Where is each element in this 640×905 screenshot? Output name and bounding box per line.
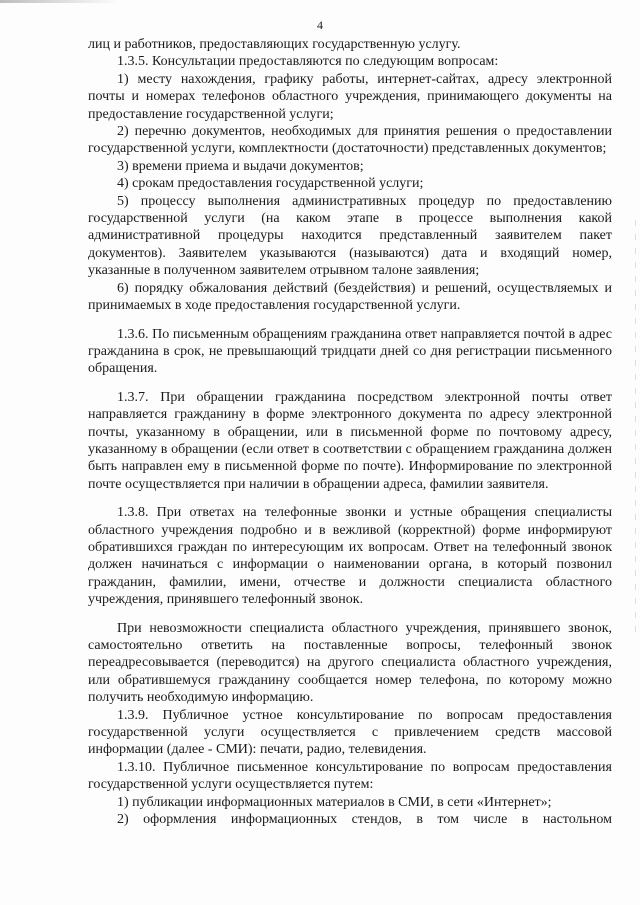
paragraph-1-3-9: 1.3.9. Публичное устное консультирование по вопросам предоставления государственной услуги осуществляется с привлечением средств массовой информации (далее - СМИ): печати, радио, телевидения.	[88, 707, 612, 758]
paragraph-1-3-5: 1.3.5. Консультации предоставляются по следующим вопросам:	[117, 54, 499, 70]
paragraph-phone-redirect: При невозможности специалиста областного учреждения, принявшего звонок, самостоятельно ответить на поставленные вопросы, телефонный звонок переадресовывается (переводится) на другого специалиста областного учреждения, или обратившемуся гражданину сообщается номер телефона, по которому можно получить необходимую информацию.	[88, 620, 612, 706]
paragraph-1-3-6: 1.3.6. По письменным обращениям гражданина ответ направляется почтой в адрес гражданина в срок, не превышающий тридцати дней со дня регистрации письменного обращения.	[88, 326, 612, 377]
list-item-stands: 2) оформления информационных стендов, в том числе в настольном	[117, 812, 612, 828]
list-item-4: 4) срокам предоставления государственной услуги;	[117, 176, 424, 192]
list-item-6: 6) порядку обжалования действий (бездействия) и решений, осуществляемых и принимаемых в ходе предоставления государственной услуги.	[88, 280, 612, 314]
scan-edge-shadow	[0, 0, 120, 3]
list-item-2: 2) перечню документов, необходимых для принятия решения о предоставлении государственной услуги, комплектности (достаточности) представленных документов;	[88, 124, 612, 157]
list-item-1: 1) месту нахождения, графику работы, интернет-сайтах, адресу электронной почты и номерах телефонов областного учреждения, принимающего документы на предоставление государственной услуги;	[88, 71, 612, 122]
document-body	[88, 36, 612, 828]
paragraph-continuation: лиц и работников, предоставляющих государственную услугу.	[88, 37, 461, 52]
list-item-3: 3) времени приема и выдачи документов;	[117, 158, 364, 174]
list-item-5: 5) процессу выполнения административных процедур по предоставлению государственной услуги (на каком этапе в процессе выполнения какой административной процедуры находится представленный заявителем пакет документов). Заявителем указываются (называются) дата и входящий номер, указанные в полученном заявителем отрывном талоне заявления;	[88, 193, 612, 279]
paragraph-1-3-10: 1.3.10. Публичное письменное консультирование по вопросам предоставления государственной услуги осуществляется путем:	[88, 759, 612, 793]
page-number: 4	[317, 18, 323, 32]
paragraph-1-3-7: 1.3.7. При обращении гражданина посредством электронной почты ответ направляется гражданину в форме электронного документа по адресу электронной почты, указанному в обращении, или в письменной форме по почтовому адресу, указанному в обращении (если ответ в соответствии с обращением гражданина должен быть направлен ему в письменной форме по почте). Информирование по электронной почте осуществляется при наличии в обращении адреса, фамилии заявителя.	[88, 389, 612, 492]
list-item-publication: 1) публикации информационных материалов в СМИ, в сети «Интернет»;	[117, 794, 552, 810]
paragraph-1-3-8: 1.3.8. При ответах на телефонные звонки и устные обращения специалисты областного учреждения подробно и в вежливой (корректной) форме информируют обратившихся граждан по интересующим их вопросам. Ответ на телефонный звонок должен начинаться с информации о наименовании органа, в который позвонил гражданин, фамилии, имени, отчестве и должности специалиста областного учреждения, принявшего телефонный звонок.	[88, 505, 612, 608]
scan-margin-artifact	[635, 220, 636, 640]
